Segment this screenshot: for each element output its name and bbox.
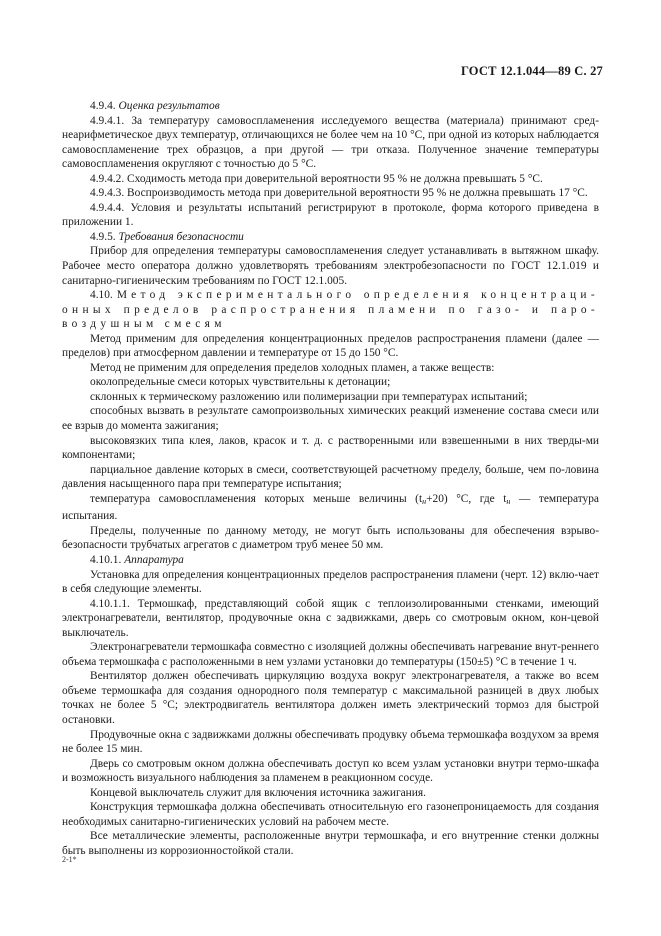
paragraph: Продувочные окна с задвижками должны обеспечивать продувку объема термошкафа воздухом за время не более 15 мин. — [62, 728, 599, 756]
document-body — [62, 99, 599, 858]
section-heading — [62, 288, 599, 332]
list-item: парциальное давление которых в смеси, соответствующей расчетному пределу, больше, чем по-ловина давления насыщенного пара при температуре испытания; — [62, 463, 599, 491]
subscript: н — [422, 496, 427, 506]
paragraph: Установка для определения концентрационных пределов распространения пламени (черт. 12) вклю-чает в себя следующие элементы. — [62, 568, 599, 596]
section-number: 4.9.4. — [90, 100, 116, 112]
section-title: Требования безопасности — [118, 230, 244, 243]
subscript: н — [506, 496, 511, 506]
footer-mark: 2-1* — [62, 855, 77, 864]
paragraph: Вентилятор должен обеспечивать циркуляцию воздуха вокруг электронагревателя, а также во всем объеме термошкафа для создания однородного поля температур с максимальной разницей в двух любых точках не более 5 °С; электродвигатель вентилятора должен иметь электрический тормоз для быстрой остановки. — [62, 670, 599, 726]
section-number: 4.9.5. — [90, 230, 116, 243]
text-run: +20) °С, где t — [426, 492, 507, 505]
text-run: — температура испытания. — [62, 492, 599, 523]
page-header: ГОСТ 12.1.044—89 С. 27 — [460, 64, 603, 78]
paragraph: Пределы, полученные по данному методу, не могут быть использованы для обеспечения взрыво-безопасности трубчатых агрегатов с диаметром труб менее 50 мм. — [62, 524, 599, 552]
section-title: Оценка результатов — [118, 100, 220, 112]
text-run: температура самовоспламенения которых меньше величины (t — [90, 492, 423, 505]
paragraph: Концевой выключатель служит для включения источника зажигания. — [90, 786, 426, 799]
paragraph: Метод применим для определения концентрационных пределов распространения пламени (далее — пределов) при атмосферном давлении и температуре от 15 до 150 °С. — [62, 332, 599, 360]
list-item: высоковязких типа клея, лаков, красок и т. д. с растворенными или взвешенными в них тверды-ми компонентами; — [62, 434, 599, 462]
list-item: околопредельные смеси которых чувствительны к детонации; — [90, 376, 391, 389]
paragraph: Электронагреватели термошкафа совместно с изоляцией должны обеспечивать нагревание внут-реннего объема термошкафа с расположенными в нем узлами установки до температуры (150±5) °С в течение 1 ч. — [62, 641, 599, 668]
section-heading — [62, 553, 599, 568]
section-number: 4.10. — [90, 289, 113, 302]
section-title: Аппаратура — [124, 553, 184, 566]
paragraph: Конструкция термошкафа должна обеспечивать относительную его газонепроницаемость для создания необходимых санитарно-гигиенических условий на рабочем месте. — [62, 801, 599, 828]
section-heading — [62, 99, 599, 114]
paragraph: Прибор для определения температуры самовоспламенения следует устанавливать в вытяжном шкафу. Рабочее место оператора должно удовлетворять требованиям электробезопасности по ГОСТ 12.1.019 и санитарно-гигиеническим требованиям по ГОСТ 12.1.005. — [62, 245, 599, 287]
section-title: Метод экспериментального определения концентраци-онных пределов распространения пламени по газо- и паро-воздушным смесям — [62, 289, 599, 331]
paragraph: 4.9.4.2. Сходимость метода при доверительной вероятности 95 % не должна превышать 5 °С. — [90, 172, 543, 185]
paragraph: 4.9.4.3. Воспроизводимость метода при доверительной вероятности 95 % не должна превышать 17 °С. — [90, 187, 588, 200]
section-number: 4.10.1. — [90, 553, 122, 566]
list-item — [62, 492, 599, 524]
paragraph: Дверь со смотровым окном должна обеспечивать доступ ко всем узлам установки внутри термо-шкафа и возможность визуального наблюдения за пламенем в реакционном сосуде. — [62, 757, 599, 785]
paragraph: 4.9.4.1. За температуру самовоспламенения исследуемого вещества (материала) принимают сред-неарифметическое двух температур, отличающихся не более чем на 10 °С, при одной из которых наблюдается самовоспламенение трех образцов, а при другой — три отказа. Полученное значение температуры самовоспламенения округляют с точностью до 5 °С. — [62, 114, 599, 171]
paragraph: Метод не применим для определения пределов холодных пламен, а также веществ: — [90, 361, 495, 374]
paragraph: 4.9.4.4. Условия и результаты испытаний регистрируют в протоколе, форма которого приведена в приложении 1. — [62, 201, 599, 229]
paragraph: 4.10.1.1. Термошкаф, представляющий собой ящик с теплоизолированными стенками, имеющий электронагреватели, вентилятор, продувочные окна с задвижками, дверь со смотровым окном, кон-цевой выключатель. — [62, 597, 599, 639]
paragraph: Все металлические элементы, расположенные внутри термошкафа, и его внутренние стенки должны быть выполнены из коррозионностойкой стали. — [62, 830, 599, 857]
section-heading — [62, 230, 599, 245]
list-item: склонных к термическому разложению или полимеризации при температурах испытаний; — [90, 390, 528, 403]
list-item: способных вызвать в результате самопроизвольных химических реакций изменение состава смеси или ее взрыв до момента зажигания; — [62, 405, 599, 433]
